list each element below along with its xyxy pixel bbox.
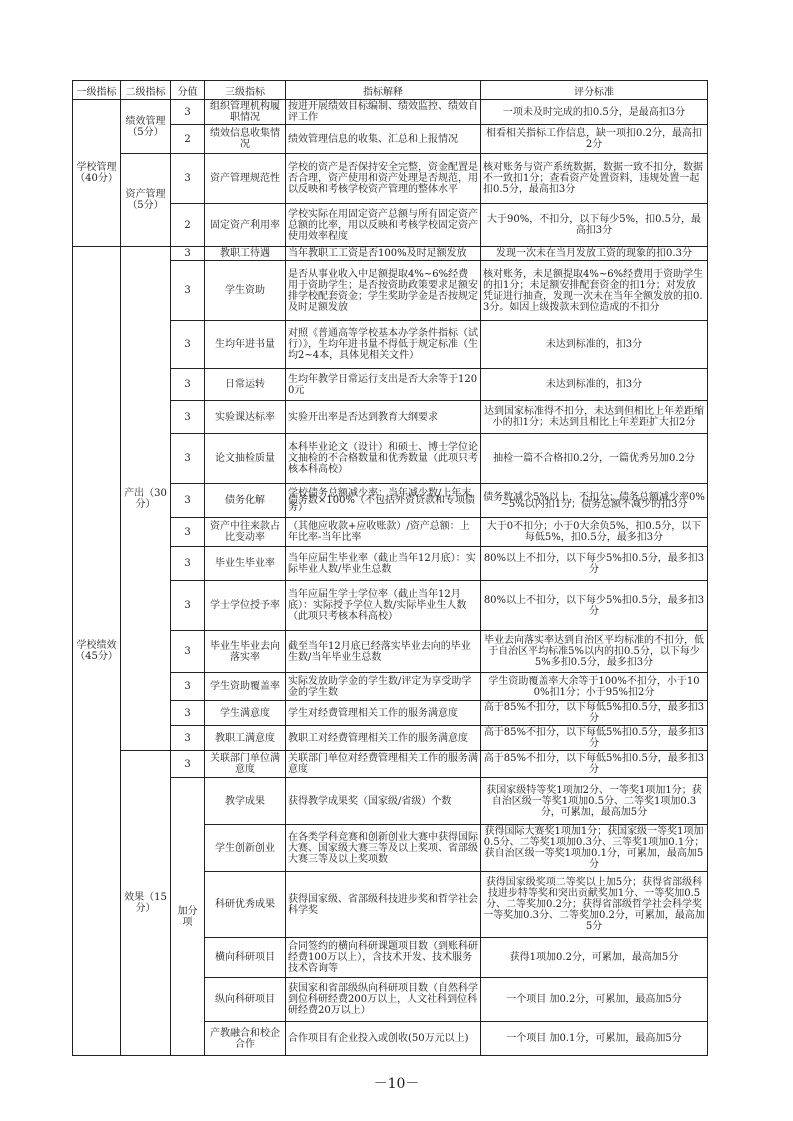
score-cell: 3: [171, 518, 205, 547]
explain-cell: 获得国家级、省部级科技进步奖和哲学社会科学奖: [286, 872, 481, 938]
standard-cell: 发现一次未在当月发放工资的现象的扣0.3分: [481, 247, 708, 261]
score-cell: 3: [171, 261, 205, 321]
explain-cell: 截至当年12月底已经落实毕业去向的毕业生数/当年毕业生总数: [286, 631, 481, 673]
explain-cell: 学校债务总额减少率：当年减少数/上年末债务数×100%（不包括外资贷款和专项债务）: [286, 484, 481, 518]
indicator-cell: 实验课达标率: [205, 401, 286, 434]
indicator-cell: 资产中往来款占比变动率: [205, 518, 286, 547]
standard-cell: 达到国家标准得不扣分，未达到但相比上年差距缩小的扣1分；未达到且相比上年差距扩大扣2分: [481, 401, 708, 434]
indicator-cell: 债务化解: [205, 484, 286, 518]
explain-cell: 关联部门单位对经费管理相关工作的服务满意度: [286, 751, 481, 778]
explain-cell: 本科毕业论文（设计）和硕士、博士学位论文抽检的不合格数量和优秀数量（此项只考核本科高校）: [286, 434, 481, 484]
standard-cell: 相看相关指标工作信息，缺一项扣0.2分，最高扣2分: [481, 125, 708, 154]
table-row: [73, 751, 708, 778]
indicator-cell: 学生资助: [205, 261, 286, 321]
score-cell: 3: [171, 154, 205, 204]
explain-cell: 教职工对经费管理相关工作的服务满意度: [286, 726, 481, 751]
header-level1: 一级指标: [73, 81, 121, 100]
explain-cell: 当年应届生学士学位率（截止当年12月底）：实际授予学位人数/实际毕业生人数（此项只考核本科高校）: [286, 581, 481, 631]
indicator-cell: 纵向科研项目: [205, 978, 286, 1022]
header-standard: 评分标准: [481, 81, 708, 100]
standard-cell: 核对账务，未足额提取4%~6%经费用于资助学生的扣1分；未足额安排配套资金的扣1分；对发放凭证进行抽查，发现一次未在当年全额发放的扣0.3分。如因上级拨款未到位造成的不扣分: [481, 261, 708, 321]
indicator-cell: 学生资助覆盖率: [205, 673, 286, 701]
standard-cell: 大于0不扣分；小于0大余负5%，扣0.5分，以下每低5%，扣0.5分，最多扣3分: [481, 518, 708, 547]
indicator-cell: 学生创新创业: [205, 825, 286, 872]
group-school-performance: 学校绩效（45分）: [73, 247, 121, 1056]
subgroup-effect: 效果（15分）: [121, 751, 171, 1056]
standard-cell: 获得1项加0.2分，可累加，最高加5分: [481, 938, 708, 978]
indicator-cell: 教职工待遇: [205, 247, 286, 261]
table-row: [73, 154, 708, 204]
indicator-cell: 学士学位授予率: [205, 581, 286, 631]
indicator-cell: 毕业生毕业率: [205, 547, 286, 581]
standard-cell: 毕业去向落实率达到自治区平均标准的不扣分，低于自治区平均标准5%以内的扣0.5分，以下每少5%多扣0.5分，最多扣3分: [481, 631, 708, 673]
score-cell: 3: [171, 369, 205, 401]
score-cell: 3: [171, 673, 205, 701]
page-number: －10－: [373, 1076, 420, 1092]
explain-cell: 对照《普通高等学校基本办学条件指标（试行）》，生均年进书量不得低于规定标准（生均2~4本，具体见相关文件）: [286, 321, 481, 369]
indicator-cell: 横向科研项目: [205, 938, 286, 978]
indicator-cell: 组织管理机构履职情况: [205, 100, 286, 125]
explain-cell: 按进开展绩效目标编制、绩效监控、绩效自评工作: [286, 100, 481, 125]
score-cell: 3: [171, 751, 205, 778]
score-cell: 3: [171, 581, 205, 631]
indicator-cell: 日常运转: [205, 369, 286, 401]
indicator-cell: 资产管理规范性: [205, 154, 286, 204]
explain-cell: 实际发放助学金的学生数/评定为享受助学金的学生数: [286, 673, 481, 701]
subgroup-output: 产出（30分）: [121, 247, 171, 751]
header-level2: 二级指标: [121, 81, 171, 100]
standard-cell: 大于90%，不扣分，以下每少5%，扣0.5分，最高扣3分: [481, 204, 708, 247]
explain-cell: 学校的资产是否保持安全完整，资金配置是否合理，资产使用和资产处理是否规范，用以反映和考核学校资产管理的整体水平: [286, 154, 481, 204]
score-cell: 3: [171, 321, 205, 369]
explain-cell: 获国家和省部级纵向科研项目数（自然科学到位科研经费200万以上，人文社科到位科研经费20万以上）: [286, 978, 481, 1022]
table-row: [73, 247, 708, 261]
indicator-cell: 生均年进书量: [205, 321, 286, 369]
standard-cell: 一项未及时完成的扣0.5分，是最高扣3分: [481, 100, 708, 125]
header-row: [73, 81, 708, 100]
indicator-cell: 科研优秀成果: [205, 872, 286, 938]
subgroup-asset-management: 资产管理（5分）: [121, 154, 171, 247]
indicator-cell: 教职工满意度: [205, 726, 286, 751]
standard-cell: 获国家级特等奖1项加2分、一等奖1项加1分；获自治区级一等奖1项加0.5分、二等奖1项加0.3分，可累加，最高加5分: [481, 778, 708, 825]
explain-cell: 生均年教学日常运行支出是否大余等于1200元: [286, 369, 481, 401]
indicator-cell: 绩效信息收集情况: [205, 125, 286, 154]
indicator-cell: 关联部门单位满意度: [205, 751, 286, 778]
explain-cell: 学生对经费管理相关工作的服务满意度: [286, 701, 481, 726]
standard-cell: 80%以上不扣分，以下每少5%扣0.5分，最多扣3分: [481, 581, 708, 631]
standard-cell: 学生资助覆盖率大余等于100%不扣分，小于100%扣1分；小于95%扣2分: [481, 673, 708, 701]
score-cell: 3: [171, 434, 205, 484]
explain-cell: 合作项目有企业投入或创收(50万元以上): [286, 1022, 481, 1056]
score-cell: 3: [171, 547, 205, 581]
explain-cell: 绩效管理信息的收集、汇总和上报情况: [286, 125, 481, 154]
explain-cell: 当年应届生毕业率（截止当年12月底）：实际毕业人数/毕业生总数: [286, 547, 481, 581]
explain-cell: 获得教学成果奖（国家级/省级）个数: [286, 778, 481, 825]
indicator-cell: 论文抽检质量: [205, 434, 286, 484]
score-cell: 2: [171, 204, 205, 247]
standard-cell: 高于85%不扣分，以下每低5%扣0.5分，最多扣3分: [481, 701, 708, 726]
standard-cell: 抽检一篇不合格扣0.2分，一篇优秀另加0.2分: [481, 434, 708, 484]
indicator-cell: 学生满意度: [205, 701, 286, 726]
standard-cell: 未达到标准的，扣3分: [481, 321, 708, 369]
score-cell: 2: [171, 125, 205, 154]
standard-cell: 一个项目 加0.1分，可累加，最高加5分: [481, 1022, 708, 1056]
score-cell: 3: [171, 401, 205, 434]
explain-cell: 合同签约的横向科研课题项目数（到账科研经费100万以上），含技术开发、技术服务技术咨询等: [286, 938, 481, 978]
standard-cell: 高于85%不扣分，以下每低5%扣0.5分，最多扣3分: [481, 726, 708, 751]
indicator-cell: 毕业生毕业去向落实率: [205, 631, 286, 673]
header-explain: 指标解释: [286, 81, 481, 100]
explain-cell: （其他应收款+应收账款）/资产总额：上年比率-当年比率: [286, 518, 481, 547]
standard-cell: 获得国际大赛奖1项加1分；获国家级一等奖1项加0.5分、二等奖1项加0.3分、三等奖1项加0.1分；获自治区级一等奖1项加0.1分，可累加，最高加5分: [481, 825, 708, 872]
standard-cell: 核对账务与资产系统数据，数据一致不扣分，数据不一致扣1分；查看资产处置资料，违规处置一起扣0.5分，最高扣3分: [481, 154, 708, 204]
indicator-cell: 教学成果: [205, 778, 286, 825]
header-score: 分值: [171, 81, 205, 100]
score-cell: 3: [171, 484, 205, 518]
explain-cell: 是否从事业收入中足额提取4%~6%经费用于资助学生；是否按资助政策要求足额安排学校配套资金；学生奖助学金是否按规定及时足额发放: [286, 261, 481, 321]
standard-cell: 80%以上不扣分，以下每少5%扣0.5分，最多扣3分: [481, 547, 708, 581]
score-cell: 3: [171, 701, 205, 726]
group-school-management: 学校管理（40分）: [73, 100, 121, 247]
standard-cell: 高于85%不扣分，以下每低5%扣0.5分，最多扣3分: [481, 751, 708, 778]
score-cell: 3: [171, 100, 205, 125]
explain-cell: 当年教职工工资是否100%及时足额发放: [286, 247, 481, 261]
score-cell: 3: [171, 726, 205, 751]
header-level3: 三级指标: [205, 81, 286, 100]
score-cell: 3: [171, 631, 205, 673]
standard-cell: 获得国家级奖项二等奖以上加5分；获得省部级科技进步特等奖和突出贡献奖加1分、一等奖加0.5分、二等奖加0.2分；获得省部级哲学社会科学奖一等奖加0.3分、二等奖加0.2分，可累加，最高加5分: [481, 872, 708, 938]
bonus-label: 加分项: [171, 778, 205, 1056]
explain-cell: 实验开出率是否达到教育大纲要求: [286, 401, 481, 434]
explain-cell: 在各类学科竞赛和创新创业大赛中获得国际大赛、国家级大赛三等及以上奖项、省部级大赛三等及以上奖项数: [286, 825, 481, 872]
table-row: [73, 100, 708, 125]
subgroup-performance-management: 绩效管理（5分）: [121, 100, 171, 154]
standard-cell: 债务数减少5%以上，不扣分；债务总额减少率0%~5%以内扣1分；债务总额不减少的扣3分: [481, 484, 708, 518]
standard-cell: 一个项目 加0.2分，可累加，最高加5分: [481, 978, 708, 1022]
indicator-cell: 产教融合和校企合作: [205, 1022, 286, 1056]
indicator-cell: 固定资产利用率: [205, 204, 286, 247]
explain-cell: 学校实际在用固定资产总额与所有固定资产总额的比率，用以反映和考核学校固定资产使用效率程度: [286, 204, 481, 247]
evaluation-table: [72, 80, 708, 1056]
score-cell: 3: [171, 247, 205, 261]
standard-cell: 未达到标准的，扣3分: [481, 369, 708, 401]
